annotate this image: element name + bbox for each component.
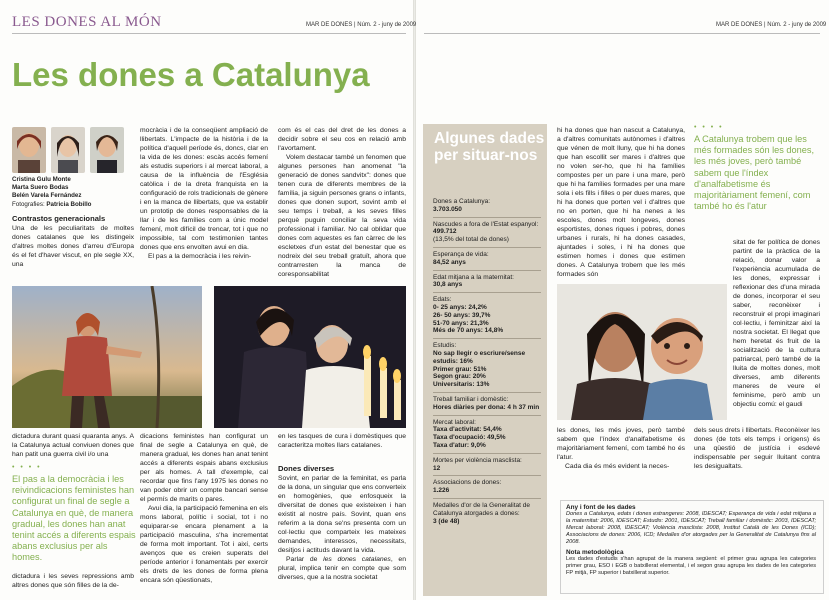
fact-item (433, 457, 541, 473)
method-title: Nota metodològica (566, 549, 624, 556)
author-name: Cristina Gulu Monte (12, 176, 71, 183)
fact-label: Edats: (433, 296, 452, 304)
fact-value: 12 (433, 464, 441, 472)
method-text: Les dades d'estudis s'han agrupat de la manera següent: el primer grau agrupa les categories primer grau, ESO i EGB o batxillerat elemental, i el segon grau agrupa les dades de les categories FP mitjà, FP superior i batxillerat superior. (566, 556, 816, 576)
pull-quote-left: El pas a la democràcia i les reivindicacions feministes han configurat un final de segle a Catalunya en què, de manera gradual, les dones han anat tenint accés a diferents espais abans exclusius per als homes. (12, 474, 136, 563)
fact-item (433, 419, 541, 450)
subhead-diverses: Dones diverses (278, 464, 335, 473)
fact-value: 30,8 anys (433, 281, 463, 289)
pull-quote-dots: • • • • (12, 464, 42, 471)
sidebar-title: Algunes dades per situar-nos (434, 130, 545, 164)
fact-value: 0- 25 anys: 24,2% (433, 303, 487, 311)
fact-item (433, 479, 541, 495)
col2-text-b: dicacions feministes han configurat un final de segle a Catalunya en què, de manera gradual, les dones han anat tenint accés a diferents espais abans exclusius per als homes. A tall d'exemple, cal recordar que fins l'any 1975 les dones no van poder obrir un compte bancari sense el permís de marits o pares. Avui dia, la participació femenina en els mons laboral, polític i social, tot i no equiparar-se encara plenament a la participació masculina, s'ha incrementat de forma molt important. Tot i així, certs avenços que es creien superats del període anterior i fonamentals per exercir els drets de les dones de forma plena encara són qüestionats, (140, 433, 268, 584)
fact-divider (433, 415, 541, 416)
fact-extra: (13,5% del total de dones) (433, 236, 509, 244)
col1-text-c: dictadura i les seves repressions amb altres dones que són filles de la de- (12, 573, 134, 589)
fact-value: 51-70 anys: 21,3% (433, 319, 489, 327)
fact-label: Mercat laboral: (433, 418, 476, 426)
right-col-right-b: dels seus drets i llibertats. Reconèixer les dones (de tots els temps i orígens) és una qüestió de justícia i esdevé indispensable per seguir lluitant contra les desigualtats. (694, 427, 820, 470)
author-credits (12, 176, 132, 209)
pull-quote-dots-right: • • • • (694, 124, 724, 131)
fact-divider (433, 292, 541, 293)
fact-value: Segon grau: 20% (433, 373, 486, 381)
fact-label: Associacions de dones: (433, 479, 502, 487)
fact-divider (433, 338, 541, 339)
photo-women-candles (214, 286, 406, 428)
fact-value: 3 (de 48) (433, 517, 460, 525)
fact-value: No sap llegir o escriure/sense estudis: 16% (433, 349, 526, 365)
fact-value: Taxa d'atur: 9,0% (433, 441, 486, 449)
fact-value: Taxa d'ocupació: 49,5% (433, 434, 506, 442)
subhead-contrastos: Contrastos generacionals (12, 214, 106, 223)
author-name: Marta Suero Bodas (12, 184, 69, 192)
fact-value: 26- 50 anys: 39,7% (433, 311, 491, 319)
fact-value: Universitaris: 13% (433, 381, 490, 389)
header-rule (12, 33, 406, 34)
fact-value: 84,52 anys (433, 258, 466, 266)
facts-list (433, 198, 541, 528)
pull-quote-right: A Catalunya trobem que les més formades són les dones, les més joves, però també sabem que l'índex d'analfabetisme és majoritàriament femení, com també ho és l'atur (694, 134, 815, 212)
photo-credit: Fotografies: Patricia Bobillo (12, 200, 92, 208)
portrait-3 (90, 127, 124, 173)
section-title: LES DONES AL MÓN (12, 14, 162, 30)
right-col-mid: hi ha dones que han nascut a Catalunya, a d'altres comunitats autònomes i d'altres que vénen de molt lluny, que hi ha dones que han escollit ser mares i d'altres que no volen ser-ho, que hi ha famílies compostes per un pare i una mare, però que hi ha famílies formades per una mare sola i els fills i filles o per dues mares, que hi ha dones que porten vel i d'altres que no en porten, que hi ha nenes a les escoles, dones molt longeves, dones esportistes, dones riques i pobres, dones urbanes i rurals, hi ha dones casades, ajuntades i soles, i hi ha dones que estimen homes i dones que estimen dones. A Catalunya trobem que les més formades són (557, 127, 685, 278)
fact-divider (433, 270, 541, 271)
col3-text-b: en les tasques de cura i domèstiques que caracteritza moltes llars catalanes. (278, 433, 406, 449)
fact-value: 499.712 (433, 228, 457, 236)
photo-mother-child (557, 284, 727, 420)
photo-woman-sunset (12, 286, 202, 428)
fact-item (433, 221, 541, 244)
fact-label: Esperança de vida: (433, 250, 489, 258)
fact-label: Medalles d'or de la Generalitat de Catalunya atorgades a dones: (433, 501, 530, 517)
fact-item (433, 396, 541, 412)
header-rule-right (424, 33, 820, 34)
sources-title: Any i font de les dades (566, 504, 636, 511)
fact-label: Mortes per violència masclista: (433, 456, 522, 464)
sources-text: Dones a Catalunya, edats i dones estrangeres: 2008, IDESCAT; Esperança de vida i edat mitjana a la maternitat: 2006, IDESCAT; Estudis: 2001, IDESCAT; Treball familiar i domèstic: 2003, IDESCAT; Mercat laboral: 2008, IDESCAT; Violència masclista: 2008, Institut Català de les Dones (ICD); Associacions de dones: 2006, ICD; Medalles d'or atorgades per la Generalitat de Catalunya fins al 2008. (566, 511, 816, 545)
fact-label: Treball familiar i domèstic: (433, 395, 509, 403)
fact-item (433, 274, 541, 290)
fact-label: Nascudes a fora de l'Estat espanyol: (433, 220, 539, 228)
fact-item (433, 342, 541, 389)
fact-value: Taxa d'activitat: 54,4% (433, 426, 502, 434)
page-fold (413, 0, 416, 600)
col3-text-c: Sovint, en parlar de la feminitat, es parla de la dona, un singular que ens converteix en homogènies, que enfosqueix la diversitat de dones que existeixen i han existit al nostre país. Sovint, quan ens referim a la dona se'ns presenta com un col·lectiu que comparteix les mateixes demandes, interessos, necessitats, desitjos i actituds davant la vida. Parlar de les dones catalanes, en plural, implica tenir en compte que som diverses, que a la nostra societat (278, 475, 406, 581)
col2-text: mocràcia i de la conseqüent ampliació de llibertats. L'impacte de la història i de la política d'aquell període és, doncs, clar en la vida de les dones: escàs accés femení als estudis superiors i al mercat laboral, a causa de la influència de l'Església catòlica i de la dreta franquista en la configuració de rols tradicionals de gènere i en la manca de llibertats, que va establir un prototip de dones responsables de la llar i de les famílies com a únic model femení, molt difícil de trencar, tot i que no impossible, tal com testimonien tantes dones que ens envolten avui en dia. El pas a la democràcia i les reivin- (140, 127, 268, 260)
fact-value: 3.703.050 (433, 205, 462, 213)
fact-divider (433, 392, 541, 393)
fact-divider (433, 498, 541, 499)
fact-divider (433, 247, 541, 248)
fact-value: 1.226 (433, 487, 450, 495)
issue-header-right: MAR DE DONES | Núm. 2 - juny de 2009 (716, 22, 827, 28)
col1-intro: Una de les peculiaritats de moltes dones catalanes que les distingeix d'altres moltes dones d'arreu d'Europa és el fet d'haver viscut, en ple segle XX, una (12, 225, 134, 268)
article-title: Les dones a Catalunya (12, 56, 370, 93)
fact-value: Hores diàries per dona: 4 h 37 min (433, 403, 540, 411)
portrait-1 (12, 127, 46, 173)
right-col-right-a: sitat de fer política de dones partint de la pràctica de la relació, donar valor a l'experiència acumulada de les dones, expressar i reflexionar des d'una mirada de dones, incorporar el seu saber, reconèixer i reconstruir el propi imaginari col·lectiu, i feminitzar així la nostra societat. El llegat que hem heretat és fruit de la socialització de la cultura patriarcal, però també de la lluita de moltes dones, molt diverses, amb diferents maneres de veure el feminisme, però amb un objectiu comú: el gaudi (733, 239, 820, 408)
fact-divider (433, 453, 541, 454)
fact-item (433, 198, 541, 214)
portrait-2 (51, 127, 85, 173)
fact-item (433, 296, 541, 335)
fact-label: Dones a Catalunya: (433, 198, 491, 205)
issue-header-left: MAR DE DONES | Núm. 2 - juny de 2009 (306, 22, 417, 28)
right-col-mid-b: les dones, les més joves, però també sabem que l'índex d'analfabetisme és majoritàriament femení, com també ho és l'atur. Cada dia és més evident la neces- (557, 427, 685, 470)
col3-text: com és el cas del dret de les dones a decidir sobre el seu cos en relació amb l'avortament. Volem destacar també un fenomen que algunes persones han anomenat "la generació de dones sandvitx": dones que tenen cura de diferents membres de la família, ja siguin persones grans o infants, dones que donen suport, sovint amb el seu temps i treball, a les seves filles perquè puguin conciliar la seva vida professional i familiar. No cal oblidar que dones com aquestes es fan càrrec de les escletxes d'un estat del benestar que es nodreix del seu treball gratuït, ahora que contrarresten la manca de coresponsabilitat (278, 127, 406, 278)
fact-value: Més de 70 anys: 14,8% (433, 327, 504, 335)
fact-label: Estudis: (433, 342, 457, 350)
fact-item (433, 502, 541, 525)
fact-label: Edat mitjana a la maternitat: (433, 273, 514, 281)
data-sources (566, 504, 816, 577)
fact-item (433, 251, 541, 267)
fact-value: Primer grau: 51% (433, 365, 487, 373)
fact-divider (433, 475, 541, 476)
col1-text-b: dictadura durant quasi quaranta anys. A la Catalunya actual conviuen dones que han patit una guerra civil i/o una (12, 433, 134, 458)
fact-divider (433, 217, 541, 218)
author-name: Belén Varela Fernández (12, 192, 82, 200)
